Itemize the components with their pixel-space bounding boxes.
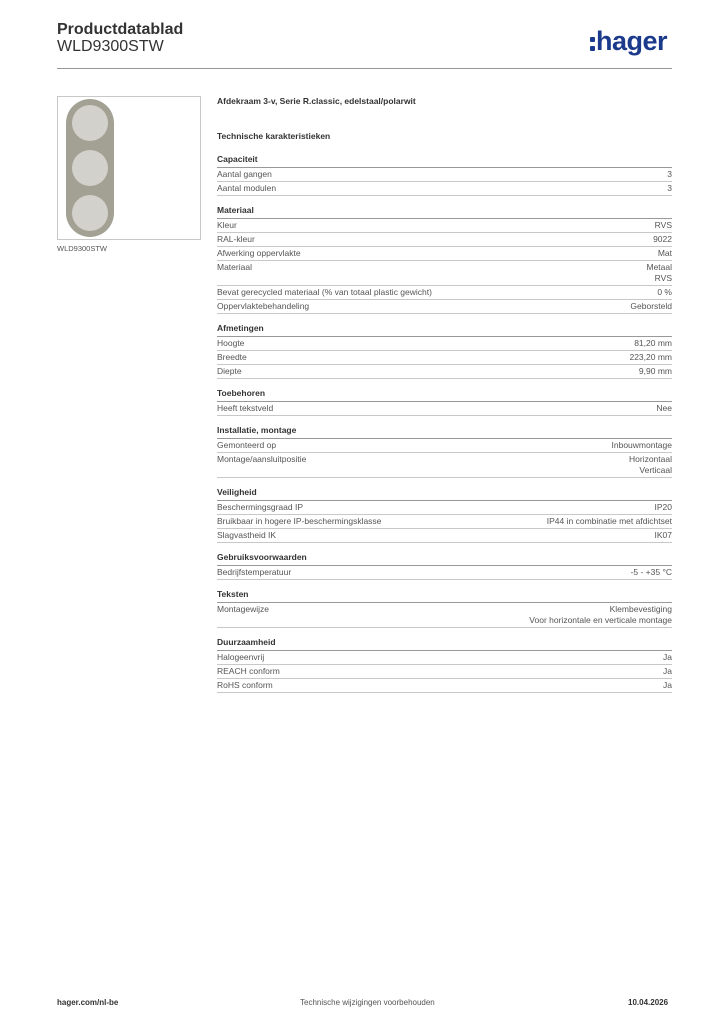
spec-value-line: Horizontaal xyxy=(629,454,672,464)
spec-section xyxy=(217,388,672,416)
spec-section xyxy=(217,487,672,543)
spec-value xyxy=(646,262,672,284)
spec-row xyxy=(217,219,672,233)
spec-row xyxy=(217,529,672,543)
section-title: Duurzaamheid xyxy=(217,637,672,651)
spec-row xyxy=(217,168,672,182)
spec-row xyxy=(217,439,672,453)
image-caption: WLD9300STW xyxy=(57,244,108,253)
spec-label: Breedte xyxy=(217,352,247,362)
spec-section xyxy=(217,589,672,628)
spec-value-line: IP44 in combinatie met afdichtset xyxy=(546,516,672,526)
spec-value-line: RVS xyxy=(654,220,672,230)
footer-disclaimer: Technische wijzigingen voorbehouden xyxy=(300,998,435,1007)
spec-value xyxy=(631,567,672,578)
spec-value-line: IP20 xyxy=(654,502,672,512)
spec-label: Halogeenvrij xyxy=(217,652,265,662)
spec-value-line: 9022 xyxy=(653,234,672,244)
spec-row xyxy=(217,665,672,679)
spec-label: RoHS conform xyxy=(217,680,273,690)
spec-value-line: Mat xyxy=(657,248,672,258)
spec-value-line: 9,90 mm xyxy=(638,366,672,376)
section-title: Capaciteit xyxy=(217,154,672,168)
section-title: Gebruiksvoorwaarden xyxy=(217,552,672,566)
spec-label: Heeft tekstveld xyxy=(217,403,274,413)
spec-row xyxy=(217,402,672,416)
logo-dots-icon xyxy=(590,34,595,52)
spec-row xyxy=(217,603,672,628)
spec-value xyxy=(655,502,673,513)
spec-row xyxy=(217,501,672,515)
spec-label: REACH conform xyxy=(217,666,280,676)
spec-label: RAL-kleur xyxy=(217,234,255,244)
spec-value xyxy=(629,454,672,476)
spec-value xyxy=(634,338,672,349)
spec-row xyxy=(217,247,672,261)
logo-text: hager xyxy=(596,26,668,56)
spec-label: Montage/aansluitpositie xyxy=(217,454,307,464)
spec-row xyxy=(217,365,672,379)
spec-label: Gemonteerd op xyxy=(217,440,277,450)
spec-label: Beschermingsgraad IP xyxy=(217,502,303,512)
spec-row xyxy=(217,515,672,529)
spec-label: Hoogte xyxy=(217,338,245,348)
product-code: WLD9300STW xyxy=(57,38,164,55)
spec-value-line: Geborsteld xyxy=(630,301,672,311)
spec-label: Bedrijfstemperatuur xyxy=(217,567,292,577)
spec-value xyxy=(667,169,672,180)
spec-row xyxy=(217,300,672,314)
tech-title: Technische karakteristieken xyxy=(217,131,331,141)
spec-value-line: 3 xyxy=(667,169,672,179)
spec-section xyxy=(217,323,672,379)
spec-value xyxy=(639,366,672,377)
spec-value xyxy=(629,352,672,363)
spec-label: Oppervlaktebehandeling xyxy=(217,301,310,311)
spec-label: Bruikbaar in hogere IP-beschermingsklasse xyxy=(217,516,382,526)
spec-value-line: 223,20 mm xyxy=(629,352,672,362)
spec-row xyxy=(217,286,672,300)
spec-value xyxy=(529,604,672,626)
spec-label: Afwerking oppervlakte xyxy=(217,248,301,258)
spec-value xyxy=(547,516,672,527)
section-title: Veiligheid xyxy=(217,487,672,501)
spec-content xyxy=(217,96,672,702)
spec-value-line: 81,20 mm xyxy=(634,338,672,348)
spec-row xyxy=(217,679,672,693)
spec-value-line: Verticaal xyxy=(639,465,672,475)
spec-row xyxy=(217,182,672,196)
spec-value xyxy=(653,234,672,245)
spec-value-line: Ja xyxy=(663,666,672,676)
spec-value-line: Metaal xyxy=(646,262,672,272)
spec-sections xyxy=(217,154,672,693)
spec-row xyxy=(217,261,672,286)
spec-value xyxy=(663,680,672,691)
spec-label: Slagvastheid IK xyxy=(217,530,277,540)
spec-value xyxy=(657,287,672,298)
spec-value-line: Inbouwmontage xyxy=(611,440,672,450)
spec-row xyxy=(217,651,672,665)
spec-value-line: 0 % xyxy=(657,287,672,297)
cover-frame-icon xyxy=(58,97,200,239)
spec-label: Montagewijze xyxy=(217,604,269,614)
spec-section xyxy=(217,205,672,314)
spec-row xyxy=(217,566,672,580)
spec-value xyxy=(655,220,672,231)
spec-value xyxy=(663,652,672,663)
spec-value-line: Ja xyxy=(663,680,672,690)
spec-label: Kleur xyxy=(217,220,237,230)
spec-row xyxy=(217,337,672,351)
spec-value xyxy=(655,530,673,541)
product-image xyxy=(57,96,201,240)
spec-section xyxy=(217,552,672,580)
spec-value-line: RVS xyxy=(654,273,672,283)
spec-label: Bevat gerecycled materiaal (% van totaal plastic gewicht) xyxy=(217,287,432,297)
spec-row xyxy=(217,233,672,247)
spec-value-line: Klembevestiging xyxy=(609,604,672,614)
header-divider xyxy=(57,68,672,69)
spec-section xyxy=(217,637,672,693)
spec-value xyxy=(656,403,672,414)
section-title: Teksten xyxy=(217,589,672,603)
spec-section xyxy=(217,154,672,196)
spec-label: Aantal gangen xyxy=(217,169,272,179)
section-title: Toebehoren xyxy=(217,388,672,402)
spec-value-line: Nee xyxy=(656,403,672,413)
footer-website[interactable]: hager.com/nl-be xyxy=(57,998,119,1007)
spec-value-line: 3 xyxy=(667,183,672,193)
spec-value xyxy=(630,301,672,312)
section-title: Afmetingen xyxy=(217,323,672,337)
spec-label: Materiaal xyxy=(217,262,252,272)
spec-value-line: IK07 xyxy=(654,530,672,540)
spec-label: Aantal modulen xyxy=(217,183,277,193)
spec-section xyxy=(217,425,672,478)
section-title: Materiaal xyxy=(217,205,672,219)
hager-logo xyxy=(590,28,667,55)
spec-row xyxy=(217,351,672,365)
spec-value-line: -5 - +35 °C xyxy=(630,567,672,577)
spec-value xyxy=(663,666,672,677)
spec-value xyxy=(667,183,672,194)
spec-value-line: Ja xyxy=(663,652,672,662)
spec-value xyxy=(612,440,673,451)
spec-value-line: Voor horizontale en verticale montage xyxy=(529,615,672,625)
spec-label: Diepte xyxy=(217,366,242,376)
spec-value xyxy=(658,248,672,259)
page-title: Productdatablad xyxy=(57,21,184,38)
product-title: Afdekraam 3-v, Serie R.classic, edelstaal/polarwit xyxy=(217,96,416,106)
spec-row xyxy=(217,453,672,478)
footer-date: 10.04.2026 xyxy=(628,998,669,1007)
section-title: Installatie, montage xyxy=(217,425,672,439)
